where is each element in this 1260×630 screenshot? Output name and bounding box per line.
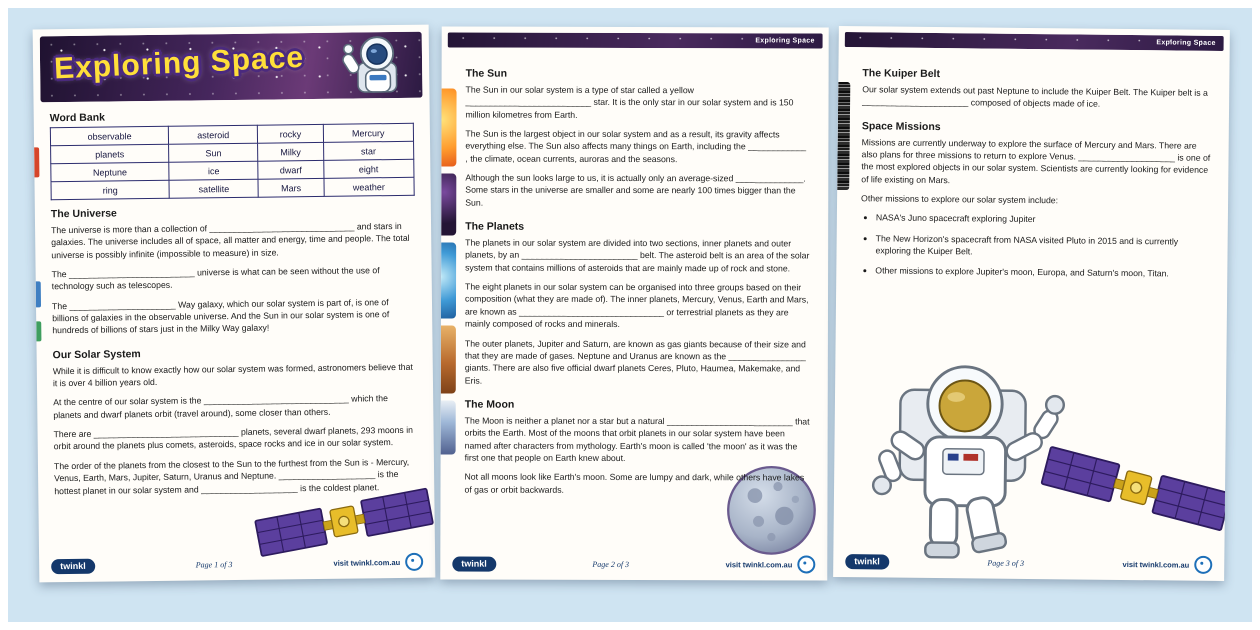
twinkl-logo: twinkl — [452, 556, 496, 571]
section-paragraph: The universe is more than a collection of ______________________________ and stars in galaxies. The universe includes all of space, all matter and energy, time and people. The total universe is possibly infinite (impossible to measure) in size. — [51, 220, 410, 260]
page-number: Page 1 of 3 — [195, 559, 233, 569]
astronaut-icon — [340, 30, 415, 105]
section-paragraph: The order of the planets from the closest to the Sun to the furthest from the Sun is - Mercury, Venus, Earth, Mars, Jupiter, Saturn, Uranus and Neptune. ____________________ is the hottest planet in our solar system and ____________________ is the coldest planet. — [53, 456, 410, 496]
word-bank-cell: rocky — [258, 124, 323, 143]
worksheet-title: Exploring Space — [53, 40, 305, 86]
page-footer — [845, 552, 1212, 574]
section-heading: The Moon — [464, 398, 515, 411]
section-paragraph: The Sun in our solar system is a type of star called a yellow __________________________ star. It is the only star in our solar system and is 150 million kilometres from Earth. — [465, 84, 794, 120]
word-bank-cell: eight — [323, 159, 414, 178]
word-bank-cell: satellite — [169, 179, 258, 198]
twinkl-logo: twinkl — [51, 558, 95, 574]
word-bank-cell: Neptune — [51, 162, 169, 181]
section-heading: The Planets — [465, 220, 525, 233]
page3-sections — [860, 67, 1211, 280]
word-bank-cell: Sun — [169, 143, 258, 162]
section-heading: The Sun — [465, 67, 508, 80]
word-bank-cell: weather — [324, 177, 415, 196]
section-paragraph: While it is difficult to know exactly how our solar system was formed, astronomers believe that it is over 4 billion years old. — [52, 361, 413, 389]
page1-sections — [51, 204, 419, 497]
bullet-list — [875, 212, 1210, 280]
worksheet-page-1 — [33, 25, 436, 583]
page1-content — [34, 98, 435, 498]
section-paragraph: Our solar system extends out past Neptune to include the Kuiper Belt. The Kuiper belt is a ______________________ composed of objects made of ice. — [862, 84, 1208, 110]
page-number: Page 3 of 3 — [987, 558, 1025, 568]
bullet-item: • NASA's Juno spacecraft exploring Jupiter — [876, 212, 1210, 228]
site-text: visit twinkl.com.au — [1122, 559, 1190, 570]
word-bank-cell: planets — [51, 144, 169, 163]
worksheet-page-3 — [833, 26, 1230, 581]
section-paragraph: The outer planets, Jupiter and Saturn, are known as gas giants because of their size and that they are made of gases. Neptune and Uranus are known as the ________________ giants. There are also five official dwarf planets Ceres, Pluto, Haumea, Makemake, and Eris. — [464, 338, 806, 386]
page-header-bar — [448, 33, 823, 49]
twinkl-badge-icon — [797, 555, 815, 573]
word-bank-row — [51, 177, 414, 199]
section-paragraph: Missions are currently underway to explore the surface of Mercury and Mars. There are also plans for three missions to return to explore Venus. ____________________ is one of the most explored objects in our solar system. Scientists are currently looking for evidence of life existing on Mars. — [861, 136, 1211, 185]
bullet-item: • Other missions to explore Jupiter's moon, Europa, and Saturn's moon, Titan. — [875, 264, 1209, 280]
site-text: visit twinkl.com.au — [725, 559, 793, 569]
word-bank-cell: observable — [50, 126, 168, 145]
section-heading: Space Missions — [861, 119, 941, 133]
section-paragraph: Not all moons look like Earth's moon. Some are lumpy and dark, while others have lakes of gas or orbit backwards. — [464, 471, 805, 495]
section-paragraph: The planets in our solar system are divided into two sections, inner planets and outer planets, by an ________________________ belt. The asteroid belt is an area of the solar system that contains millions of asteroids that are mainly made up of rock and stone. — [465, 237, 810, 274]
word-bank-cell: Mars — [258, 178, 323, 197]
worksheet-page-2 — [440, 26, 828, 580]
section-paragraph: There are ______________________________ planets, several dwarf planets, 293 moons in orbit around the planets plus comets, asteroids, space rocks and ice in our solar system. — [53, 424, 413, 452]
word-bank-cell: Milky — [258, 142, 323, 161]
word-bank-table — [50, 123, 415, 200]
page2-sections — [464, 68, 810, 497]
section-heading: The Kuiper Belt — [862, 67, 941, 81]
word-bank-heading: Word Bank — [49, 111, 106, 125]
twinkl-badge-icon — [405, 553, 423, 571]
section-paragraph: Other missions to explore our solar system include: — [861, 193, 1059, 206]
section-paragraph: At the centre of our solar system is the ______________________________ which the planets and dwarf planets orbit (travel around), some closer than others. — [53, 393, 388, 420]
word-bank-cell: ice — [169, 161, 258, 180]
section-paragraph: The Moon is neither a planet nor a star but a natural __________________________ that orbits the Earth. Most of the moons that orbit planets in our solar system have been named after characters from mythology. Earth's moon is called 'the moon' as it was the first one that people on Earth knew about. — [464, 415, 810, 463]
footer-site — [1122, 555, 1212, 574]
header-bar-title: Exploring Space — [1156, 39, 1216, 47]
word-bank-cell: asteroid — [169, 125, 258, 144]
footer-site — [333, 553, 423, 572]
word-bank-body — [50, 123, 414, 199]
page1-header-banner — [40, 32, 423, 103]
page3-content — [836, 47, 1229, 280]
site-text: visit twinkl.com.au — [333, 557, 401, 568]
bullet-item: • The New Horizon's spacecraft from NASA visited Pluto in 2015 and is currently exploring the Kuiper Belt. — [875, 232, 1209, 260]
page-number: Page 2 of 3 — [592, 559, 630, 569]
twinkl-badge-icon — [1194, 556, 1212, 574]
word-bank-cell: Mercury — [323, 123, 414, 142]
header-bar-title: Exploring Space — [755, 37, 815, 45]
twinkl-logo: twinkl — [845, 554, 889, 569]
satellite-illustration — [1034, 439, 1229, 545]
word-bank-cell: ring — [51, 180, 169, 199]
page-footer — [452, 555, 815, 574]
word-bank-cell: star — [323, 141, 414, 160]
section-heading: The Universe — [50, 207, 117, 221]
page2-content — [440, 47, 828, 496]
footer-site — [726, 555, 816, 573]
section-paragraph: The Sun is the largest object in our solar system and as a result, its gravity affects everything else. The Sun also affects many things on Earth, including the ____________ , the climate, ocean currents, auroras and the seasons. — [465, 128, 807, 164]
section-paragraph: Although the sun looks large to us, it is actually only an average-sized ______________. Some stars in the universe are smaller and some are nearly 100 times bigger than the Sun. — [465, 172, 806, 208]
word-bank-cell: dwarf — [258, 160, 323, 179]
section-paragraph: The ______________________ Way galaxy, which our solar system is part of, is one of billions of galaxies in the observable universe. And the Sun in our solar system is one of hundreds of billions of stars just in the Milky Way galaxy! — [51, 296, 390, 336]
section-paragraph: The __________________________ universe is what can be seen without the use of technology such as telescopes. — [51, 265, 380, 292]
section-paragraph: The eight planets in our solar system can be organised into three groups based on their composition (what they are made of). The inner planets, Mercury, Venus, Earth and Mars, are known as ______________________________ or terrestrial planets as they are mainly composed of rocks and minerals. — [464, 281, 809, 330]
section-heading: Our Solar System — [52, 347, 141, 361]
